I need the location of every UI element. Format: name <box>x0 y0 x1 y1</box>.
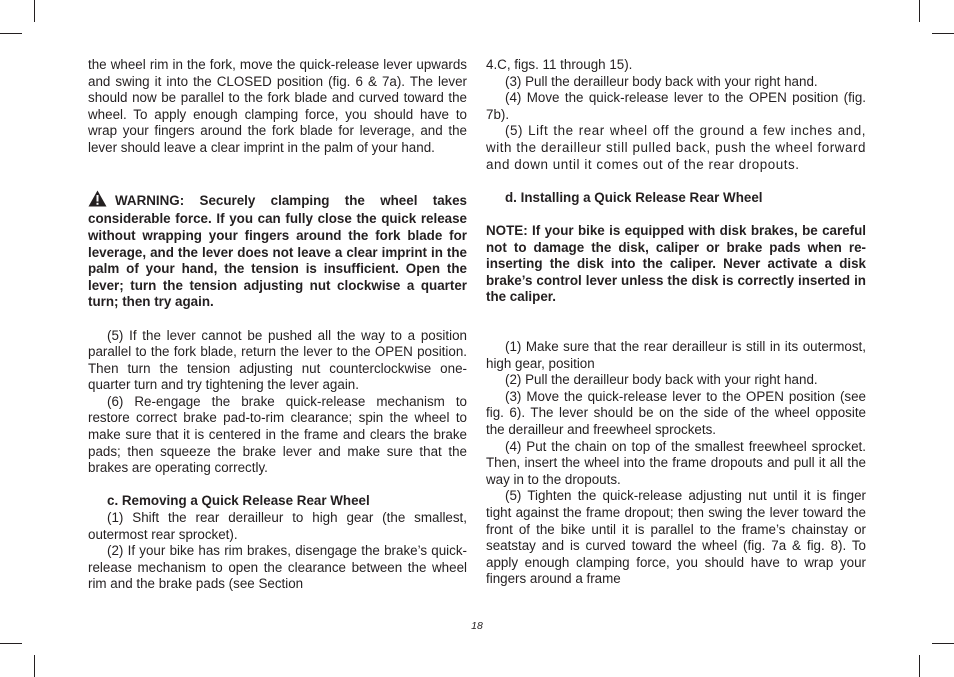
warning-text: WARNING: Securely clamping the wheel takes considerable force. If you can fully close the quick release without wrapping your fingers around the fork blade for leverage, and the lever does not leave a clear imprint in the palm of your hand, the tension is insufficient. Open the lever; turn the tension adjusting nut clockwise a quarter turn; then try again. <box>88 192 467 310</box>
step-c1: (1) Shift the rear derailleur to high gear (the smallest, outermost rear sprocket). <box>88 510 467 542</box>
left-column <box>88 57 467 593</box>
page-number: 18 <box>471 620 483 632</box>
step-c4: (4) Move the quick-release lever to the OPEN position (fig. 7b). <box>486 90 866 122</box>
crop-mark <box>0 33 22 34</box>
step-5-lever: (5) If the lever cannot be pushed all the way to a position parallel to the fork blade, return the lever to the OPEN position. Then turn the tension adjusting nut counterclockwise one-quarter turn and try tightening the lever again. <box>88 327 467 393</box>
crop-mark <box>932 33 954 34</box>
warning-triangle-icon <box>88 190 107 212</box>
right-column <box>486 57 866 588</box>
paragraph-wheel-rim: the wheel rim in the fork, move the quick-release lever upwards and swing it into the CLOSED position (fig. 6 & 7a). The lever should now be parallel to the fork blade and curved toward the wheel. To apply enough clamping force, you should have to wrap your fingers around the fork blade for leverage, and the lever should leave a clear imprint in the palm of your hand. <box>88 57 467 155</box>
heading-installing-rear-wheel: d. Installing a Quick Release Rear Wheel <box>505 189 763 205</box>
step-6-brake: (6) Re-engage the brake quick-release mechanism to restore correct brake pad-to-rim clearance; spin the wheel to make sure that it is centered in the frame and clears the brake pads; then squeeze the brake lever and make sure that the brakes are operating correctly. <box>88 393 467 476</box>
step-c3: (3) Pull the derailleur body back with your right hand. <box>505 73 818 89</box>
crop-mark <box>0 643 22 644</box>
heading-removing-rear-wheel: c. Removing a Quick Release Rear Wheel <box>107 493 370 509</box>
warning-block <box>88 190 467 311</box>
crop-mark <box>932 643 954 644</box>
step-d1: (1) Make sure that the rear derailleur is still in its outermost, high gear, position <box>486 339 866 371</box>
step-d3: (3) Move the quick-release lever to the OPEN position (see fig. 6). The lever should be on the side of the wheel opposite the derailleur and freewheel sprockets. <box>486 388 866 438</box>
step-c2-continued: 4.C, figs. 11 through 15). <box>486 57 633 72</box>
step-d5: (5) Tighten the quick-release adjusting nut until it is finger tight against the frame dropout; then swing the lever toward the front of the bike until it is parallel to the frame’s chainstay or seatstay and is curved toward the wheel (fig. 7a & fig. 8). To apply enough clamping force, you should have to wrap your fingers around a frame <box>486 488 866 587</box>
step-c2: (2) If your bike has rim brakes, disengage the brake’s quick-release mechanism to open the clearance between the wheel rim and the brake pads (see Section <box>88 543 467 592</box>
crop-mark <box>34 655 35 677</box>
crop-mark <box>919 655 920 677</box>
note-disk-brakes: NOTE: If your bike is equipped with disk brakes, be careful not to damage the disk, caliper or brake pads when re-inserting the disk into the caliper. Never activate a disk brake’s control lever unless the disk is correctly inserted in the caliper. <box>486 222 866 305</box>
step-d4: (4) Put the chain on top of the smallest freewheel sprocket. Then, insert the wheel into the frame dropouts and pull it all the way in to the dropouts. <box>486 438 866 487</box>
step-c5: (5) Lift the rear wheel off the ground a few inches and, with the derailleur still pulled back, push the wheel forward and down until it comes out of the rear dropouts. <box>486 123 866 172</box>
step-d2: (2) Pull the derailleur body back with your right hand. <box>505 372 818 388</box>
crop-mark <box>919 0 920 22</box>
crop-mark <box>34 0 35 22</box>
